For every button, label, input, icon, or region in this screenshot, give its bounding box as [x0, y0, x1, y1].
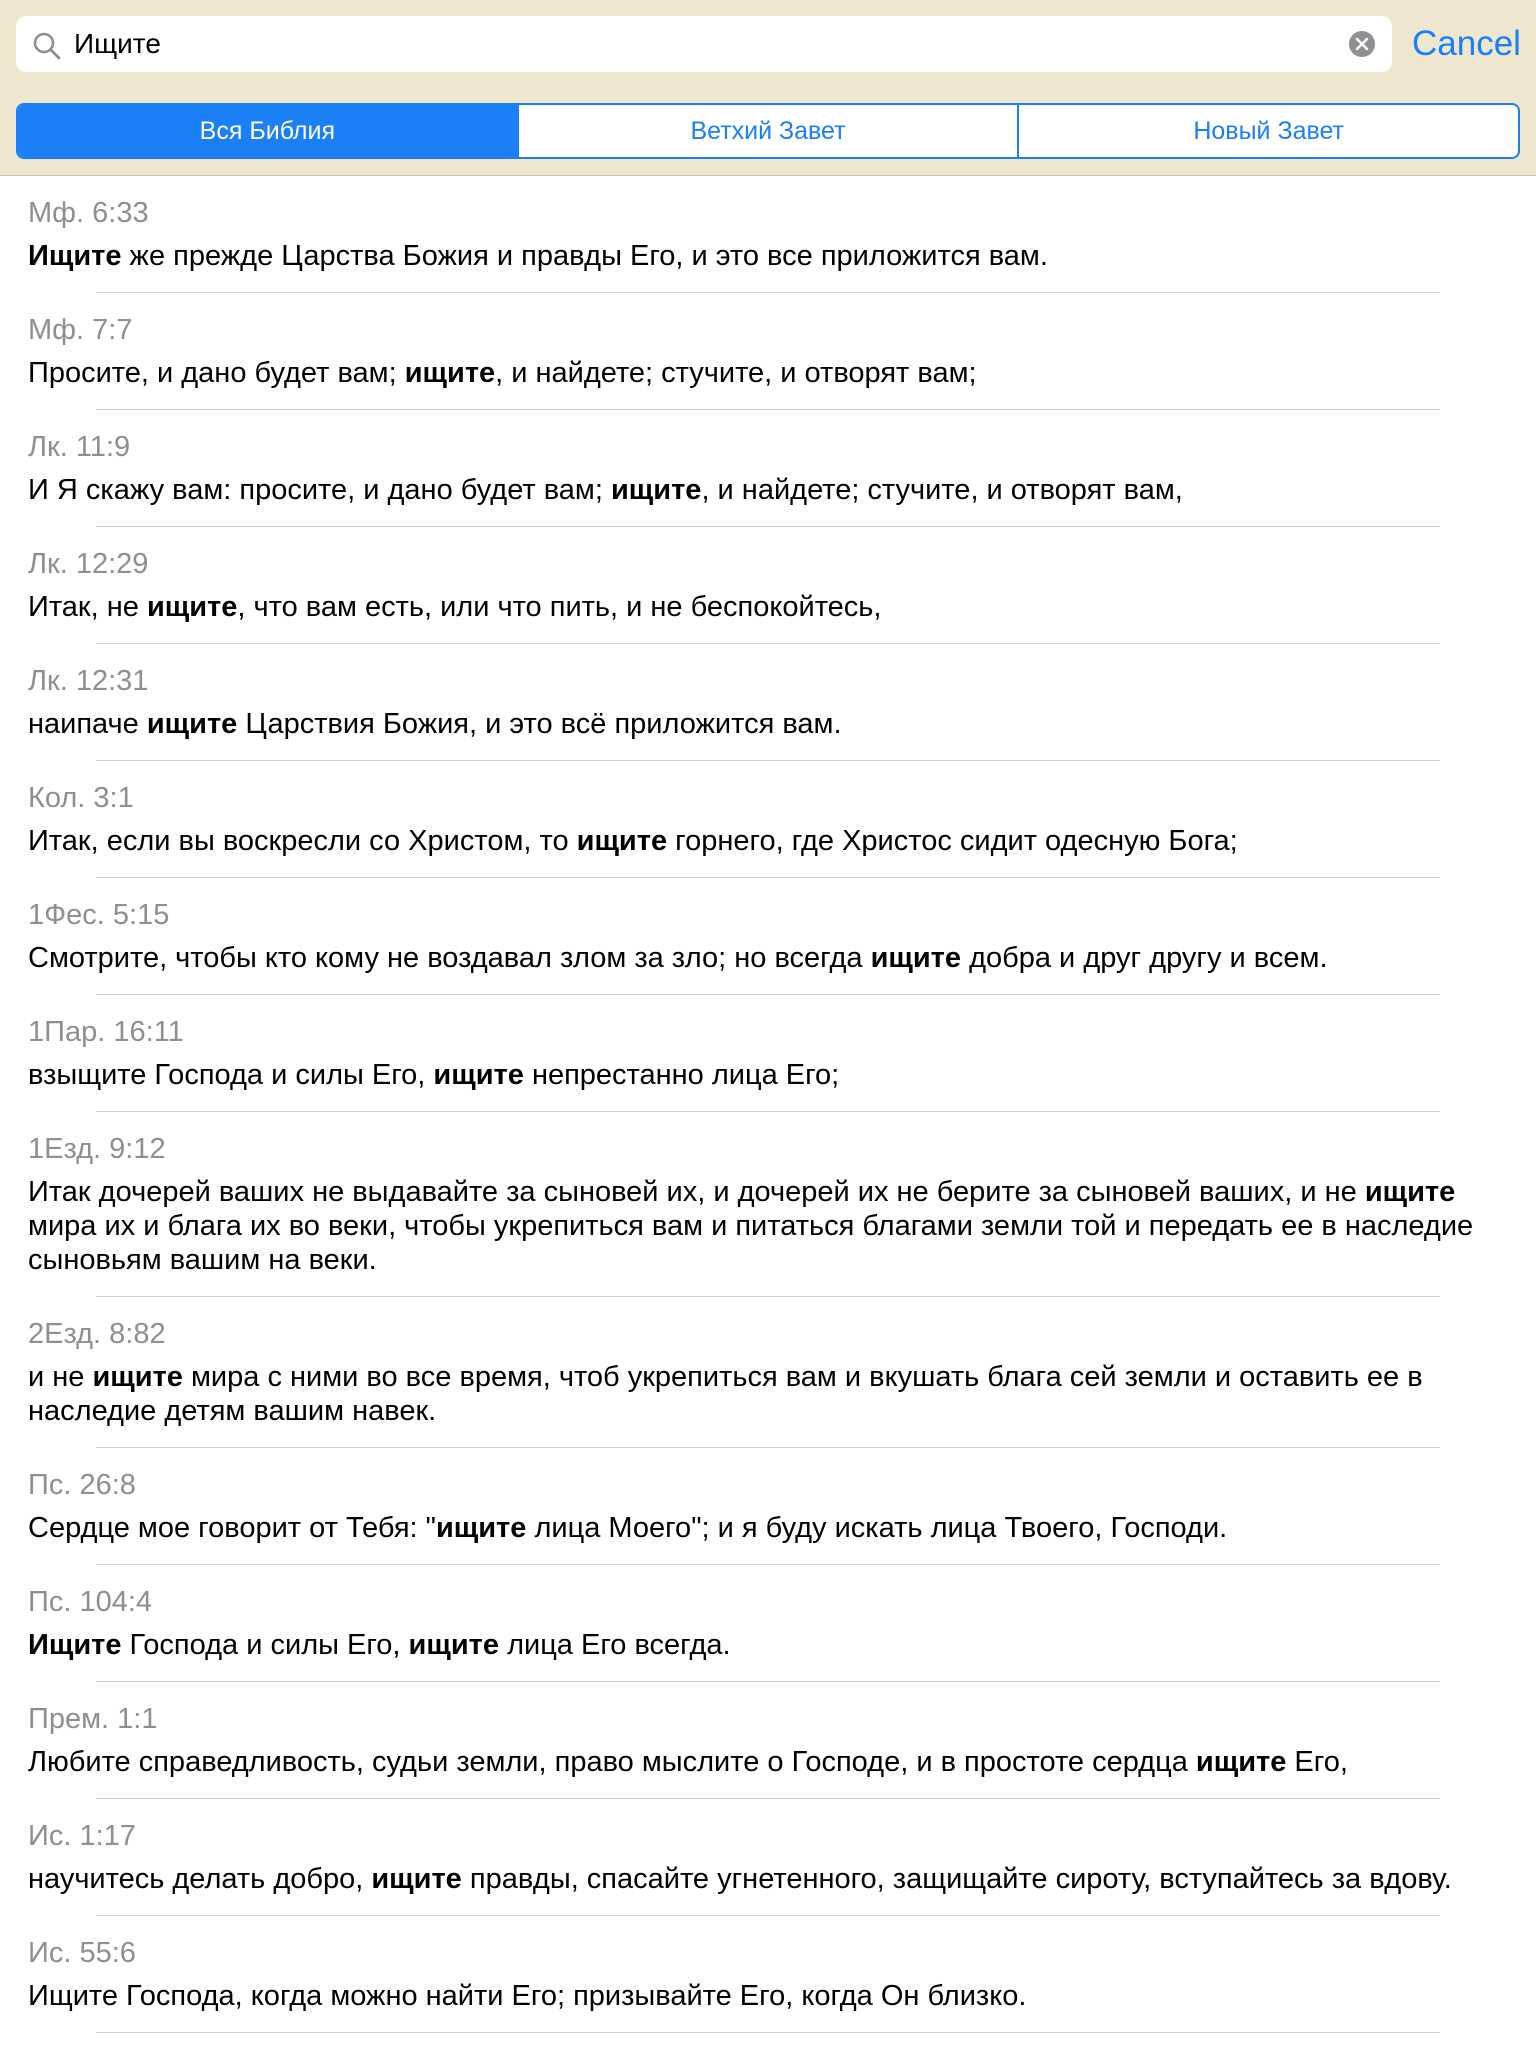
- search-match: ищите: [433, 1059, 524, 1091]
- list-item[interactable]: [0, 176, 1536, 293]
- verse-reference: Прем. 1:1: [28, 1703, 158, 1735]
- cancel-button[interactable]: Cancel: [1412, 24, 1521, 63]
- verse-text: [28, 1175, 1516, 1277]
- verse-fragment: Любите справедливость, судьи земли, право мыслите о Господе, и в простоте сердца: [28, 1746, 1196, 1778]
- search-match: ищите: [1364, 1176, 1456, 1208]
- search-match: ищите: [610, 474, 702, 506]
- verse-fragment: Царствия Божия, и это всё приложится вам.: [237, 708, 842, 740]
- search-match: ищите: [1195, 1746, 1287, 1778]
- verse-fragment: Смотрите, чтобы кто кому не воздавал злом за зло; но всегда: [28, 942, 871, 974]
- segment-old-testament[interactable]: Ветхий Завет: [517, 105, 1018, 157]
- verse-reference: Лк. 12:31: [28, 665, 149, 697]
- list-item[interactable]: [0, 1297, 1536, 1448]
- verse-fragment: взыщите Господа и силы Его,: [28, 1059, 434, 1091]
- search-results-list: [0, 176, 1536, 2033]
- list-item[interactable]: [0, 1565, 1536, 1682]
- verse-reference: 1Пар. 16:11: [28, 1016, 184, 1048]
- verse-fragment: же прежде Царства Божия и правды Его, и это все приложится вам.: [121, 240, 1048, 272]
- verse-reference: Пс. 26:8: [28, 1469, 136, 1501]
- search-header: [0, 0, 1536, 176]
- list-item[interactable]: [0, 878, 1536, 995]
- verse-text: [28, 1628, 1516, 1662]
- list-item[interactable]: [0, 1916, 1536, 2033]
- verse-fragment: лица Моего"; и я буду искать лица Твоего, Господи.: [526, 1512, 1228, 1544]
- list-item[interactable]: [0, 1448, 1536, 1565]
- verse-fragment: наипаче: [28, 708, 147, 740]
- list-item[interactable]: [0, 410, 1536, 527]
- search-match: ищите: [404, 357, 496, 389]
- verse-text: [28, 707, 1516, 741]
- list-item[interactable]: [0, 1112, 1536, 1297]
- segment-new-testament[interactable]: Новый Завет: [1017, 105, 1518, 157]
- verse-reference: Мф. 6:33: [28, 197, 149, 229]
- verse-fragment: горнего, где Христос сидит одесную Бога;: [667, 825, 1238, 857]
- search-icon: [32, 31, 62, 61]
- search-input[interactable]: [74, 16, 1334, 72]
- verse-reference: 1Фес. 5:15: [28, 899, 170, 931]
- search-match: Ищите: [28, 240, 122, 272]
- verse-reference: 2Езд. 8:82: [28, 1318, 166, 1350]
- list-item[interactable]: [0, 995, 1536, 1112]
- verse-reference: Пс. 104:4: [28, 1586, 153, 1618]
- verse-fragment: , что вам есть, или что пить, и не беспокойтесь,: [237, 591, 882, 623]
- verse-fragment: , и найдете; стучите, и отворят вам;: [495, 357, 977, 389]
- segment-whole-bible[interactable]: Вся Библия: [18, 105, 517, 157]
- verse-text: [28, 824, 1516, 858]
- verse-fragment: непрестанно лица Его;: [523, 1059, 840, 1091]
- search-match: ищите: [92, 1361, 183, 1393]
- search-match: ищите: [576, 825, 668, 857]
- verse-fragment: Господа и силы Его,: [121, 1629, 409, 1661]
- verse-text: [28, 590, 1516, 624]
- verse-reference: Ис. 55:6: [28, 1937, 136, 1969]
- search-match: ищите: [408, 1629, 500, 1661]
- verse-text: [28, 941, 1516, 975]
- verse-reference: 1Езд. 9:12: [28, 1133, 166, 1165]
- verse-fragment: Итак дочерей ваших не выдавайте за сыновей их, и дочерей их не берите за сыновей ваших, и не: [28, 1176, 1365, 1208]
- search-bar[interactable]: [16, 16, 1392, 72]
- verse-text: [28, 1862, 1516, 1896]
- verse-fragment: Просите, и дано будет вам;: [28, 357, 405, 389]
- list-item[interactable]: [0, 1682, 1536, 1799]
- verse-reference: Мф. 7:7: [28, 314, 133, 346]
- list-item[interactable]: [0, 644, 1536, 761]
- clear-icon[interactable]: [1348, 30, 1376, 58]
- verse-reference: Лк. 11:9: [28, 431, 131, 463]
- verse-text: [28, 356, 1516, 390]
- verse-fragment: лица Его всегда.: [499, 1629, 731, 1661]
- verse-fragment: научитесь делать добро,: [28, 1863, 372, 1895]
- verse-fragment: И Я скажу вам: просите, и дано будет вам;: [28, 474, 611, 506]
- verse-text: [28, 1511, 1516, 1545]
- search-match: ищите: [146, 591, 238, 623]
- search-match: ищите: [870, 942, 962, 974]
- verse-fragment: , и найдете; стучите, и отворят вам,: [701, 474, 1183, 506]
- verse-reference: Кол. 3:1: [28, 782, 134, 814]
- verse-fragment: мира с ними во все время, чтоб укрепиться вам и вкушать блага сей земли и оставить ее в наследие детям вашим навек.: [28, 1361, 1431, 1427]
- testament-filter: [16, 103, 1520, 159]
- verse-text: [28, 1745, 1516, 1779]
- search-match: ищите: [435, 1512, 527, 1544]
- verse-fragment: добра и друг другу и всем.: [961, 942, 1328, 974]
- verse-fragment: Итак, не: [28, 591, 147, 623]
- list-item[interactable]: [0, 293, 1536, 410]
- verse-reference: Лк. 12:29: [28, 548, 149, 580]
- verse-text: [28, 1979, 1516, 2013]
- verse-text: [28, 473, 1516, 507]
- verse-fragment: мира их и блага их во веки, чтобы укрепиться вам и питаться благами земли той и передать ее в наследие сыновьям вашим на веки.: [28, 1176, 1482, 1276]
- verse-fragment: Ищите Господа, когда можно найти Его; призывайте Его, когда Он близко.: [28, 1980, 1027, 2012]
- verse-fragment: правды, спасайте угнетенного, защищайте сироту, вступайтесь за вдову.: [461, 1863, 1452, 1895]
- verse-fragment: и не: [28, 1361, 93, 1393]
- verse-text: [28, 1360, 1516, 1428]
- verse-fragment: Его,: [1286, 1746, 1348, 1778]
- search-match: ищите: [146, 708, 238, 740]
- list-item[interactable]: [0, 527, 1536, 644]
- list-item[interactable]: [0, 1799, 1536, 1916]
- verse-fragment: Итак, если вы воскресли со Христом, то: [28, 825, 577, 857]
- list-item[interactable]: [0, 761, 1536, 878]
- verse-text: [28, 239, 1516, 273]
- search-match: ищите: [371, 1863, 462, 1895]
- verse-fragment: Сердце мое говорит от Тебя: ": [28, 1512, 436, 1544]
- search-match: Ищите: [28, 1629, 122, 1661]
- verse-text: [28, 1058, 1516, 1092]
- verse-reference: Ис. 1:17: [28, 1820, 136, 1852]
